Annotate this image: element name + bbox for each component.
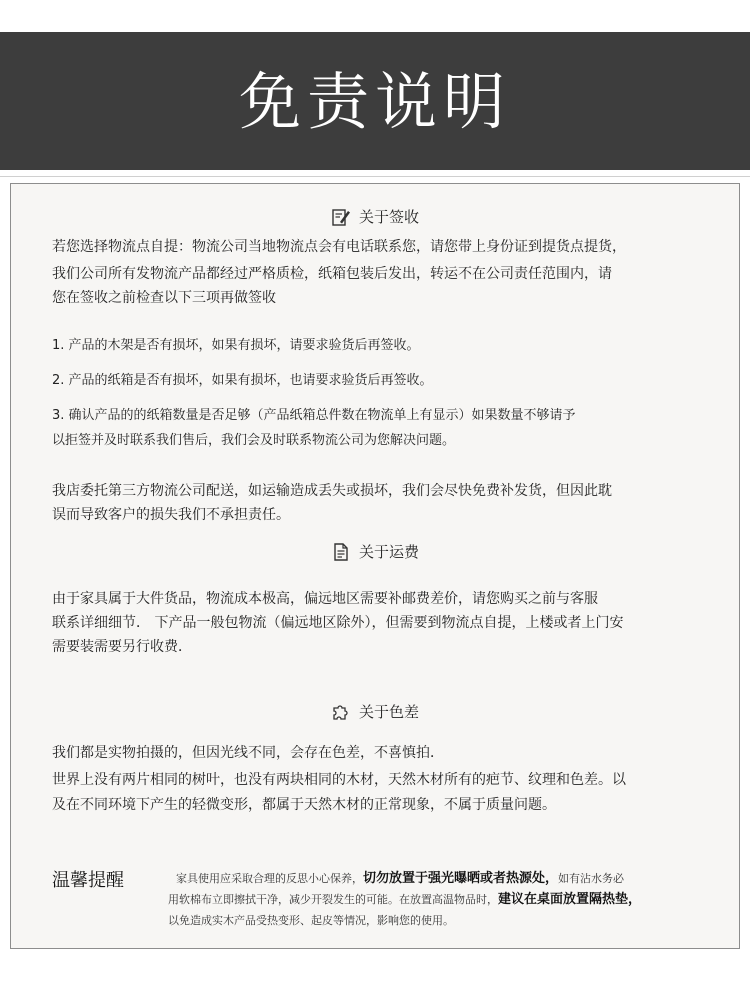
header-banner [0, 32, 750, 170]
section-title: 关于运费 [358, 543, 419, 561]
tips-line: 家具使用应采取合理的反思小心保养，切勿放置于强光曝晒或者热源处，如有沾水务必 [176, 871, 625, 886]
freight-line: 联系详细细节． 下产品一般包物流（偏远地区除外），但需要到物流点自提，上楼或者上门安 [52, 615, 624, 631]
puzzle-icon [331, 702, 351, 722]
document-icon [331, 542, 351, 562]
sign-document-icon [331, 207, 351, 227]
sign-intro-line: 若您选择物流点自提：物流公司当地物流点会有电话联系您，请您带上身份证到提货点提货， [52, 239, 626, 255]
sign-intro-line: 您在签收之前检查以下三项再做签收 [52, 290, 276, 306]
divider [0, 176, 750, 177]
freight-line: 需要装需要另行收费． [52, 639, 192, 655]
sign-check-item: 2. 产品的纸箱是否有损坏，如果有损坏，也请要求验货后再签收。 [52, 373, 433, 388]
color-line: 及在不同环境下产生的轻微变形，都属于天然木材的正常现象，不属于质量问题。 [52, 797, 556, 813]
color-line: 世界上没有两片相同的树叶，也没有两块相同的木材，天然木材所有的疤节、纹理和色差。以 [52, 772, 626, 788]
tips-title: 温馨提醒 [52, 870, 124, 891]
sign-intro-line: 我们公司所有发物流产品都经过严格质检，纸箱包装后发出，转运不在公司责任范围内，请 [52, 266, 612, 282]
sign-check-item: 以拒签并及时联系我们售后，我们会及时联系物流公司为您解决问题。 [52, 433, 456, 448]
sign-check-item: 1. 产品的木架是否有损坏，如果有损坏，请要求验货后再签收。 [52, 338, 420, 353]
section-heading-color [0, 701, 750, 722]
color-line: 我们都是实物拍摄的，但因光线不同，会存在色差，不喜慎拍． [52, 745, 444, 761]
freight-line: 由于家具属于大件货品，物流成本极高，偏远地区需要补邮费差价，请您购买之前与客服 [52, 591, 598, 607]
section-title: 关于色差 [358, 703, 419, 721]
section-heading-freight [0, 541, 750, 562]
page-title: 免责说明 [238, 65, 511, 138]
sign-check-item: 3. 确认产品的的纸箱数量是否足够（产品纸箱总件数在物流单上有显示）如果数量不够请予 [52, 408, 576, 423]
sign-note-line: 误而导致客户的损失我们不承担责任。 [52, 507, 290, 523]
section-title: 关于签收 [358, 208, 419, 226]
tips-line: 用软棉布立即擦拭干净，减少开裂发生的可能。在放置高温物品时，建议在桌面放置隔热垫， [168, 892, 642, 907]
tips-line: 以免造成实木产品受热变形、起皮等情况，影响您的使用。 [168, 914, 454, 927]
section-heading-sign [0, 206, 750, 227]
sign-note-line: 我店委托第三方物流公司配送，如运输造成丢失或损坏，我们会尽快免费补发货，但因此耽 [52, 483, 612, 499]
